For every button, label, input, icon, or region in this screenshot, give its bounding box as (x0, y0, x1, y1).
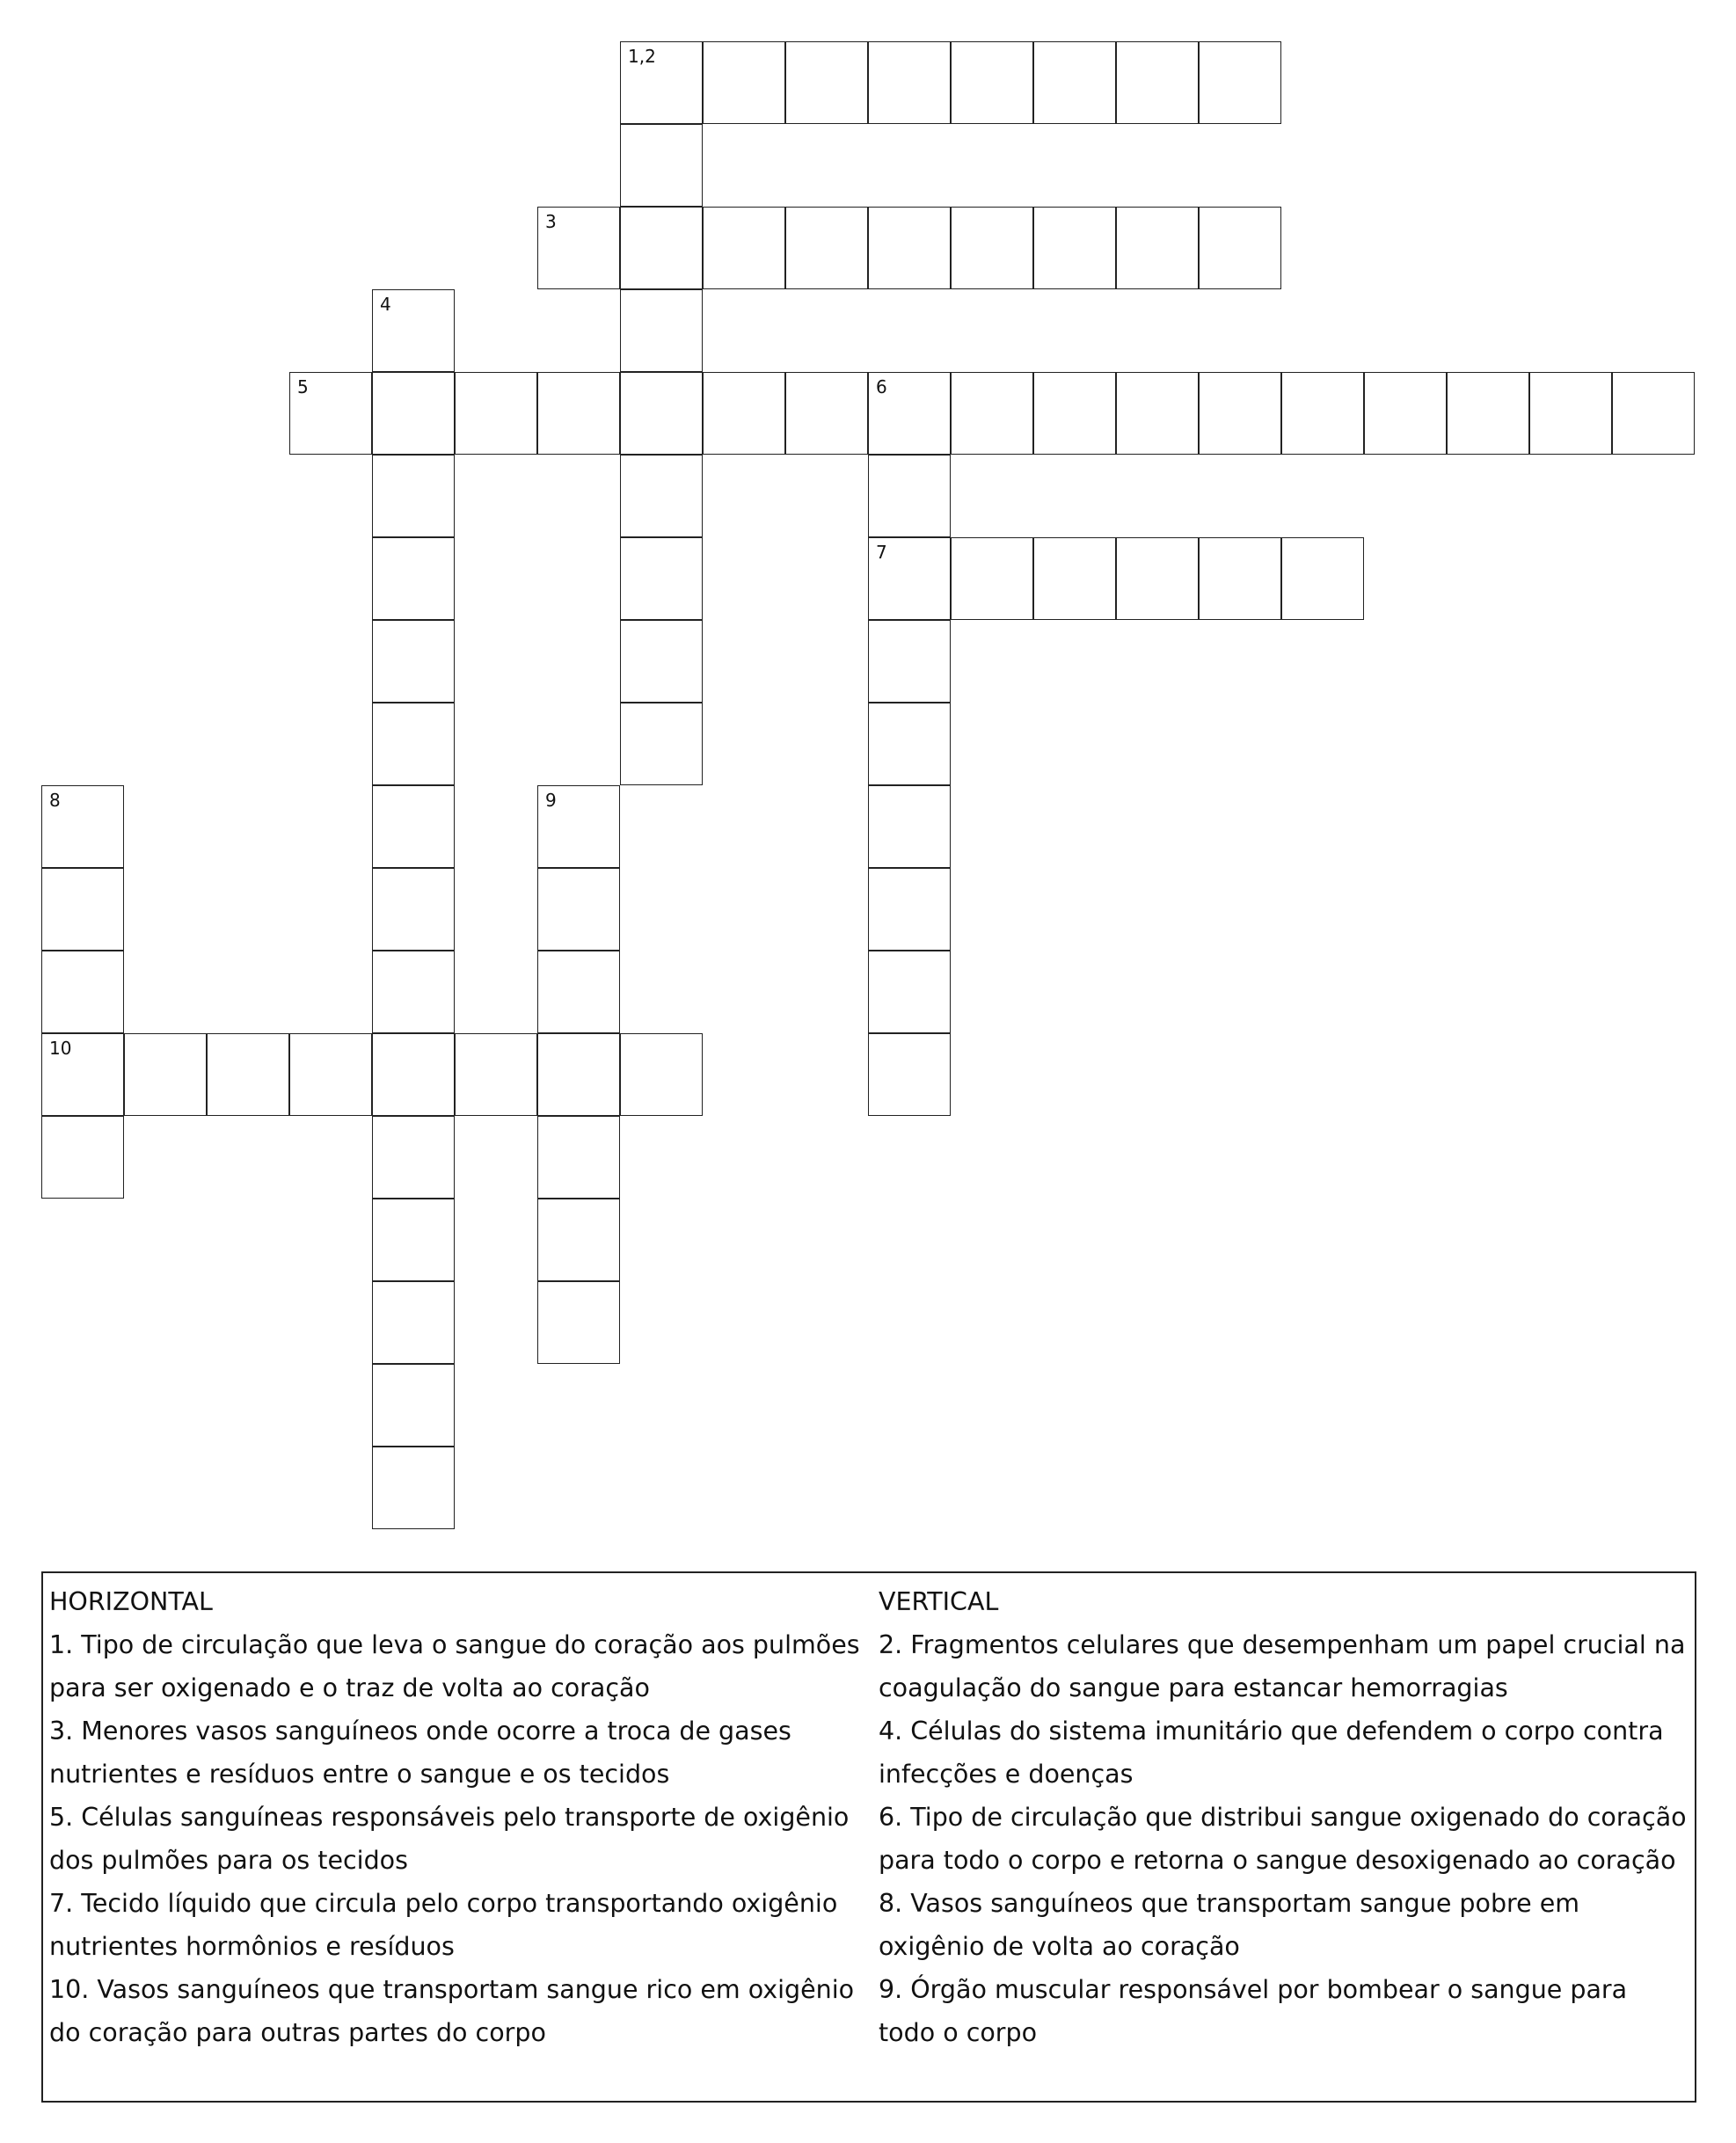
grid-cell[interactable] (620, 703, 703, 785)
grid-cell[interactable] (372, 620, 455, 703)
grid-cell[interactable] (372, 1199, 455, 1281)
grid-cell[interactable] (537, 868, 620, 951)
grid-cell[interactable] (620, 372, 703, 455)
clue-number: 5 (297, 376, 309, 397)
grid-cell[interactable] (868, 620, 951, 703)
grid-cell[interactable] (537, 951, 620, 1033)
grid-cell[interactable] (620, 620, 703, 703)
grid-cell[interactable] (41, 868, 124, 951)
grid-cell[interactable] (1364, 372, 1447, 455)
grid-cell[interactable] (951, 537, 1033, 620)
clue-number: 4 (380, 294, 391, 315)
horizontal-heading: HORIZONTAL (49, 1587, 213, 1616)
grid-cell[interactable] (1033, 41, 1116, 124)
grid-cell[interactable] (1033, 372, 1116, 455)
grid-cell[interactable] (868, 537, 951, 620)
grid-cell[interactable] (537, 1033, 620, 1116)
grid-cell[interactable] (372, 951, 455, 1033)
grid-cell[interactable] (620, 537, 703, 620)
grid-cell[interactable] (785, 207, 868, 289)
grid-cell[interactable] (868, 41, 951, 124)
grid-cell[interactable] (620, 207, 703, 289)
grid-cell[interactable] (951, 372, 1033, 455)
grid-cell[interactable] (1199, 372, 1281, 455)
clue-3: 3. Menores vasos sanguíneos onde ocorre a troca de gases nutrientes e resíduos entre o sangue e os tecidos (49, 1717, 791, 1789)
grid-cell[interactable] (1033, 207, 1116, 289)
clue-number: 3 (545, 211, 557, 232)
grid-cell[interactable] (951, 207, 1033, 289)
grid-cell[interactable] (537, 207, 620, 289)
grid-cell[interactable] (372, 1281, 455, 1364)
clue-5: 5. Células sanguíneas responsáveis pelo transporte de oxigênio dos pulmões para os tecidos (49, 1803, 850, 1875)
clue-number: 1,2 (628, 46, 656, 67)
grid-cell[interactable] (868, 1033, 951, 1116)
grid-cell[interactable] (1116, 537, 1199, 620)
grid-cell[interactable] (537, 1281, 620, 1364)
grid-cell[interactable] (1116, 372, 1199, 455)
grid-cell[interactable] (1116, 41, 1199, 124)
grid-cell[interactable] (372, 785, 455, 868)
grid-cell[interactable] (868, 207, 951, 289)
grid-cell[interactable] (620, 1033, 703, 1116)
grid-cell[interactable] (372, 868, 455, 951)
grid-cell[interactable] (537, 372, 620, 455)
grid-cell[interactable] (868, 455, 951, 537)
clue-8: 8. Vasos sanguíneos que transportam sangue pobre em oxigênio de volta ao coração (879, 1889, 1580, 1961)
grid-cell[interactable] (372, 1447, 455, 1529)
grid-cell[interactable] (372, 537, 455, 620)
clue-number: 10 (49, 1038, 72, 1059)
grid-cell[interactable] (41, 1116, 124, 1199)
grid-cell[interactable] (372, 1116, 455, 1199)
grid-cell[interactable] (1447, 372, 1529, 455)
grid-cell[interactable] (868, 703, 951, 785)
grid-cell[interactable] (1116, 207, 1199, 289)
clue-10: 10. Vasos sanguíneos que transportam sangue rico em oxigênio do coração para outras partes do corpo (49, 1975, 855, 2047)
grid-cell[interactable] (372, 1364, 455, 1447)
grid-cell[interactable] (868, 372, 951, 455)
grid-cell[interactable] (868, 951, 951, 1033)
grid-cell[interactable] (1199, 207, 1281, 289)
grid-cell[interactable] (372, 703, 455, 785)
grid-cell[interactable] (951, 41, 1033, 124)
vertical-clues (879, 1580, 1688, 2054)
grid-cell[interactable] (289, 372, 372, 455)
grid-cell[interactable] (620, 124, 703, 207)
grid-cell[interactable] (537, 1199, 620, 1281)
clue-number: 9 (545, 790, 557, 811)
grid-cell[interactable] (620, 289, 703, 372)
grid-cell[interactable] (1033, 537, 1116, 620)
grid-cell[interactable] (1281, 537, 1364, 620)
horizontal-clues (49, 1580, 867, 2054)
grid-cell[interactable] (1199, 41, 1281, 124)
grid-cell[interactable] (703, 207, 785, 289)
grid-cell[interactable] (868, 785, 951, 868)
grid-cell[interactable] (124, 1033, 207, 1116)
clue-2: 2. Fragmentos celulares que desempenham um papel crucial na coagulação do sangue para estancar hemorragias (879, 1630, 1686, 1702)
grid-cell[interactable] (372, 372, 455, 455)
vertical-heading: VERTICAL (879, 1587, 999, 1616)
grid-cell[interactable] (1281, 372, 1364, 455)
grid-cell[interactable] (785, 372, 868, 455)
clue-number: 8 (49, 790, 61, 811)
grid-cell[interactable] (703, 372, 785, 455)
grid-cell[interactable] (207, 1033, 289, 1116)
grid-cell[interactable] (703, 41, 785, 124)
clue-9: 9. Órgão muscular responsável por bombear o sangue para todo o corpo (879, 1975, 1628, 2047)
grid-cell[interactable] (372, 455, 455, 537)
grid-cell[interactable] (41, 951, 124, 1033)
grid-cell[interactable] (289, 1033, 372, 1116)
clue-4: 4. Células do sistema imunitário que defendem o corpo contra infecções e doenças (879, 1717, 1664, 1789)
clue-7: 7. Tecido líquido que circula pelo corpo transportando oxigênio nutrientes hormônios e resíduos (49, 1889, 838, 1961)
grid-cell[interactable] (1612, 372, 1695, 455)
clue-1: 1. Tipo de circulação que leva o sangue do coração aos pulmões para ser oxigenado e o traz de volta ao coração (49, 1630, 860, 1702)
clue-number: 7 (876, 542, 887, 563)
grid-cell[interactable] (620, 455, 703, 537)
grid-cell[interactable] (785, 41, 868, 124)
grid-cell[interactable] (868, 868, 951, 951)
grid-cell[interactable] (455, 372, 537, 455)
grid-cell[interactable] (372, 289, 455, 372)
grid-cell[interactable] (41, 1033, 124, 1116)
clue-number: 6 (876, 376, 887, 397)
clues-box (41, 1571, 1696, 2103)
grid-cell[interactable] (372, 1033, 455, 1116)
grid-cell[interactable] (41, 785, 124, 868)
grid-cell[interactable] (620, 41, 703, 124)
clue-6: 6. Tipo de circulação que distribui sangue oxigenado do coração para todo o corpo e retorna o sangue desoxigenado ao coração (879, 1803, 1687, 1875)
grid-cell[interactable] (1529, 372, 1612, 455)
grid-cell[interactable] (537, 1116, 620, 1199)
grid-cell[interactable] (455, 1033, 537, 1116)
grid-cell[interactable] (1199, 537, 1281, 620)
grid-cell[interactable] (537, 785, 620, 868)
